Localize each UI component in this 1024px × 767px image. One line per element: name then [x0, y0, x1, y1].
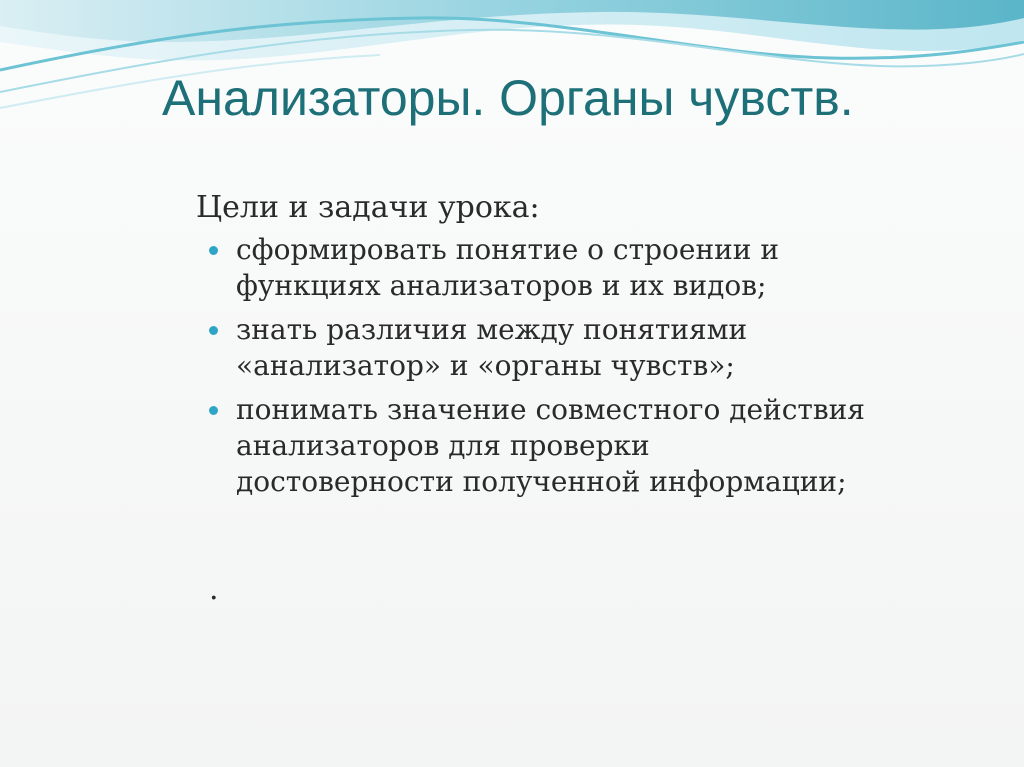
list-item-line: функциях анализаторов и их видов; — [236, 269, 767, 302]
content-area — [196, 188, 916, 508]
bullet-icon — [209, 246, 218, 255]
slide-title: Анализаторы. Органы чувств. — [162, 70, 854, 126]
bullet-icon — [209, 406, 218, 415]
list-item-line: сформировать понятие о строении и — [236, 233, 779, 266]
list-item — [196, 232, 916, 304]
bullet-icon — [209, 326, 218, 335]
list-item-line: анализаторов для проверки — [236, 429, 650, 462]
list-item-line: «анализатор» и «органы чувств»; — [236, 349, 735, 382]
trailing-period: . — [209, 572, 219, 607]
list-item-line: понимать значение совместного действия — [236, 393, 865, 426]
lesson-goals-heading: Цели и задачи урока: — [196, 190, 540, 225]
list-item-line: достоверности полученной информации; — [236, 465, 847, 498]
list-item — [196, 312, 916, 384]
list-item-line: знать различия между понятиями — [236, 313, 748, 346]
list-item — [196, 392, 916, 500]
goals-list — [196, 232, 916, 500]
